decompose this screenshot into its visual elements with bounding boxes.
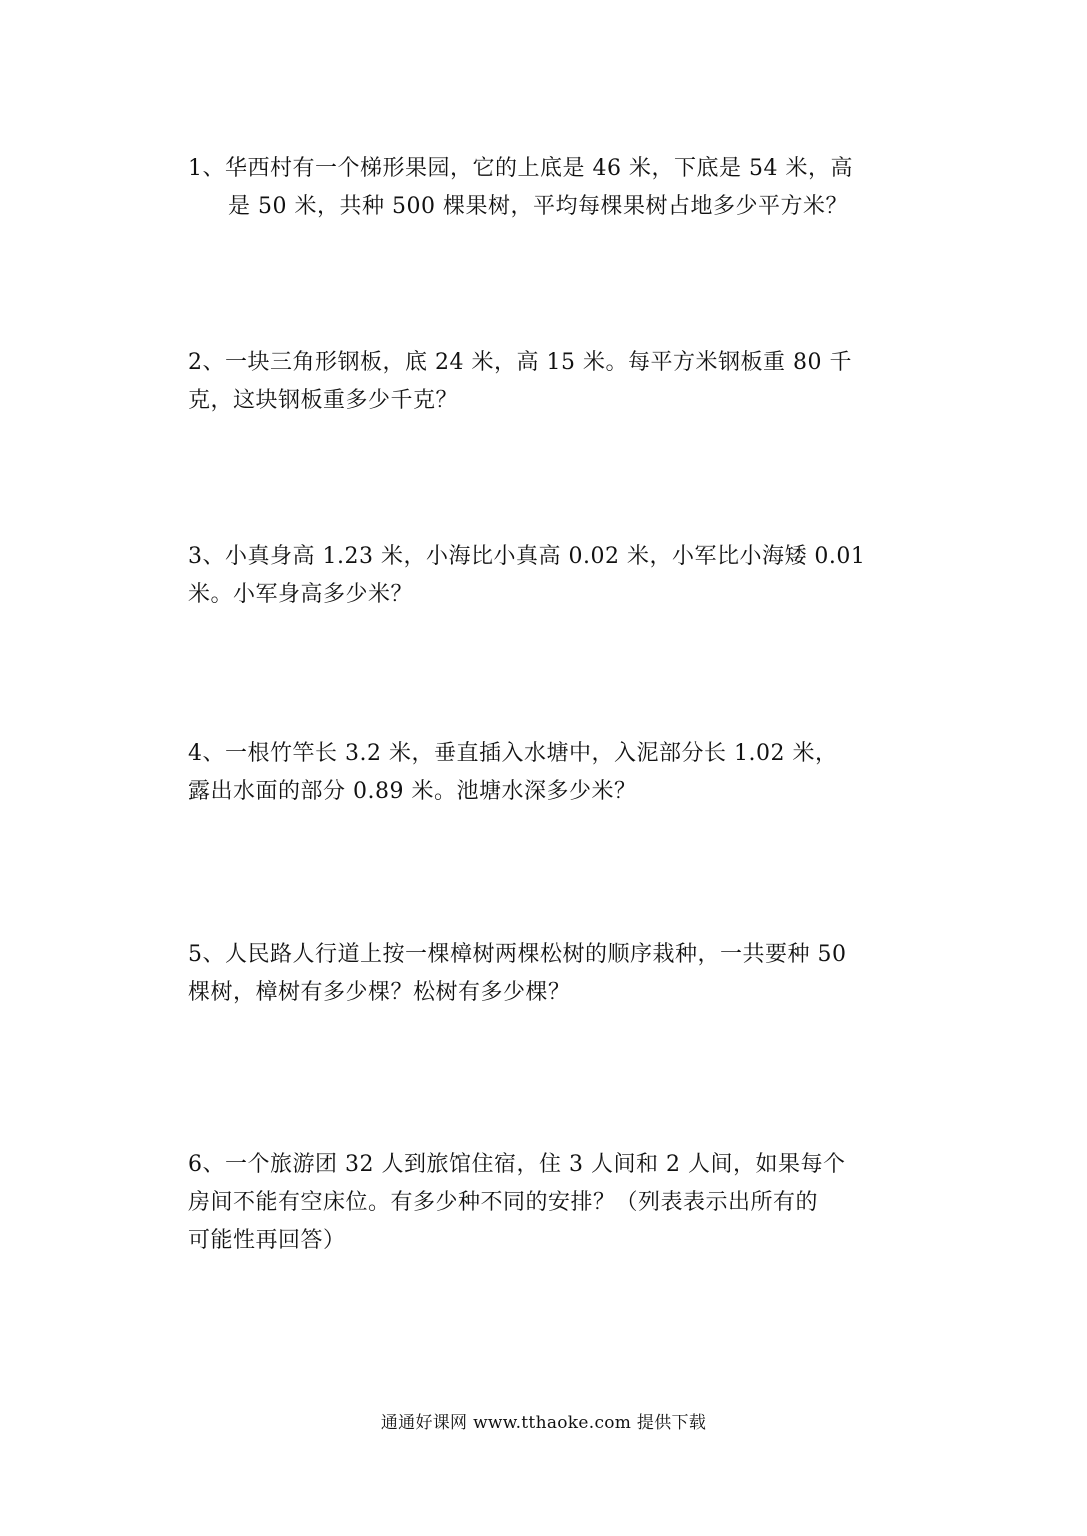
problem-3-line-2: 米。小军身高多少米？	[188, 582, 414, 607]
problem-5-line-2: 棵树，樟树有多少棵？松树有多少棵？	[188, 980, 571, 1005]
problem-6	[188, 1146, 904, 1260]
problem-6-line-3: 可能性再回答）	[188, 1228, 346, 1253]
problem-2	[188, 344, 904, 420]
problem-5-line-1: 5、人民路人行道上按一棵樟树两棵松树的顺序栽种，一共要种 50	[188, 942, 847, 967]
problem-6-line-1: 6、一个旅游团 32 人到旅馆住宿，住 3 人间和 2 人间，如果每个	[188, 1152, 846, 1177]
page-footer: 通通好课网 www.tthaoke.com 提供下载	[380, 1413, 707, 1433]
problem-6-line-2: 房间不能有空床位。有多少种不同的安排？（列表表示出所有的	[188, 1190, 819, 1215]
problem-2-line-2: 克，这块钢板重多少千克？	[188, 388, 459, 413]
problem-5	[188, 936, 904, 1012]
problem-1	[188, 150, 904, 226]
problem-4-line-1: 4、一根竹竿长 3.2 米，垂直插入水塘中，入泥部分长 1.02 米，	[188, 741, 838, 766]
problem-3-line-1: 3、小真身高 1.23 米，小海比小真高 0.02 米，小军比小海矮 0.01	[188, 544, 866, 569]
problem-2-line-1: 2、一块三角形钢板，底 24 米，高 15 米。每平方米钢板重 80 千	[188, 350, 852, 375]
problem-3	[188, 538, 904, 614]
problem-4	[188, 735, 904, 811]
problem-1-line-1: 1、华西村有一个梯形果园，它的上底是 46 米，下底是 54 米，高	[188, 156, 853, 181]
problem-4-line-2: 露出水面的部分 0.89 米。池塘水深多少米？	[188, 779, 637, 804]
problem-1-line-2: 是 50 米，共种 500 棵果树，平均每棵果树占地多少平方米？	[228, 194, 848, 219]
